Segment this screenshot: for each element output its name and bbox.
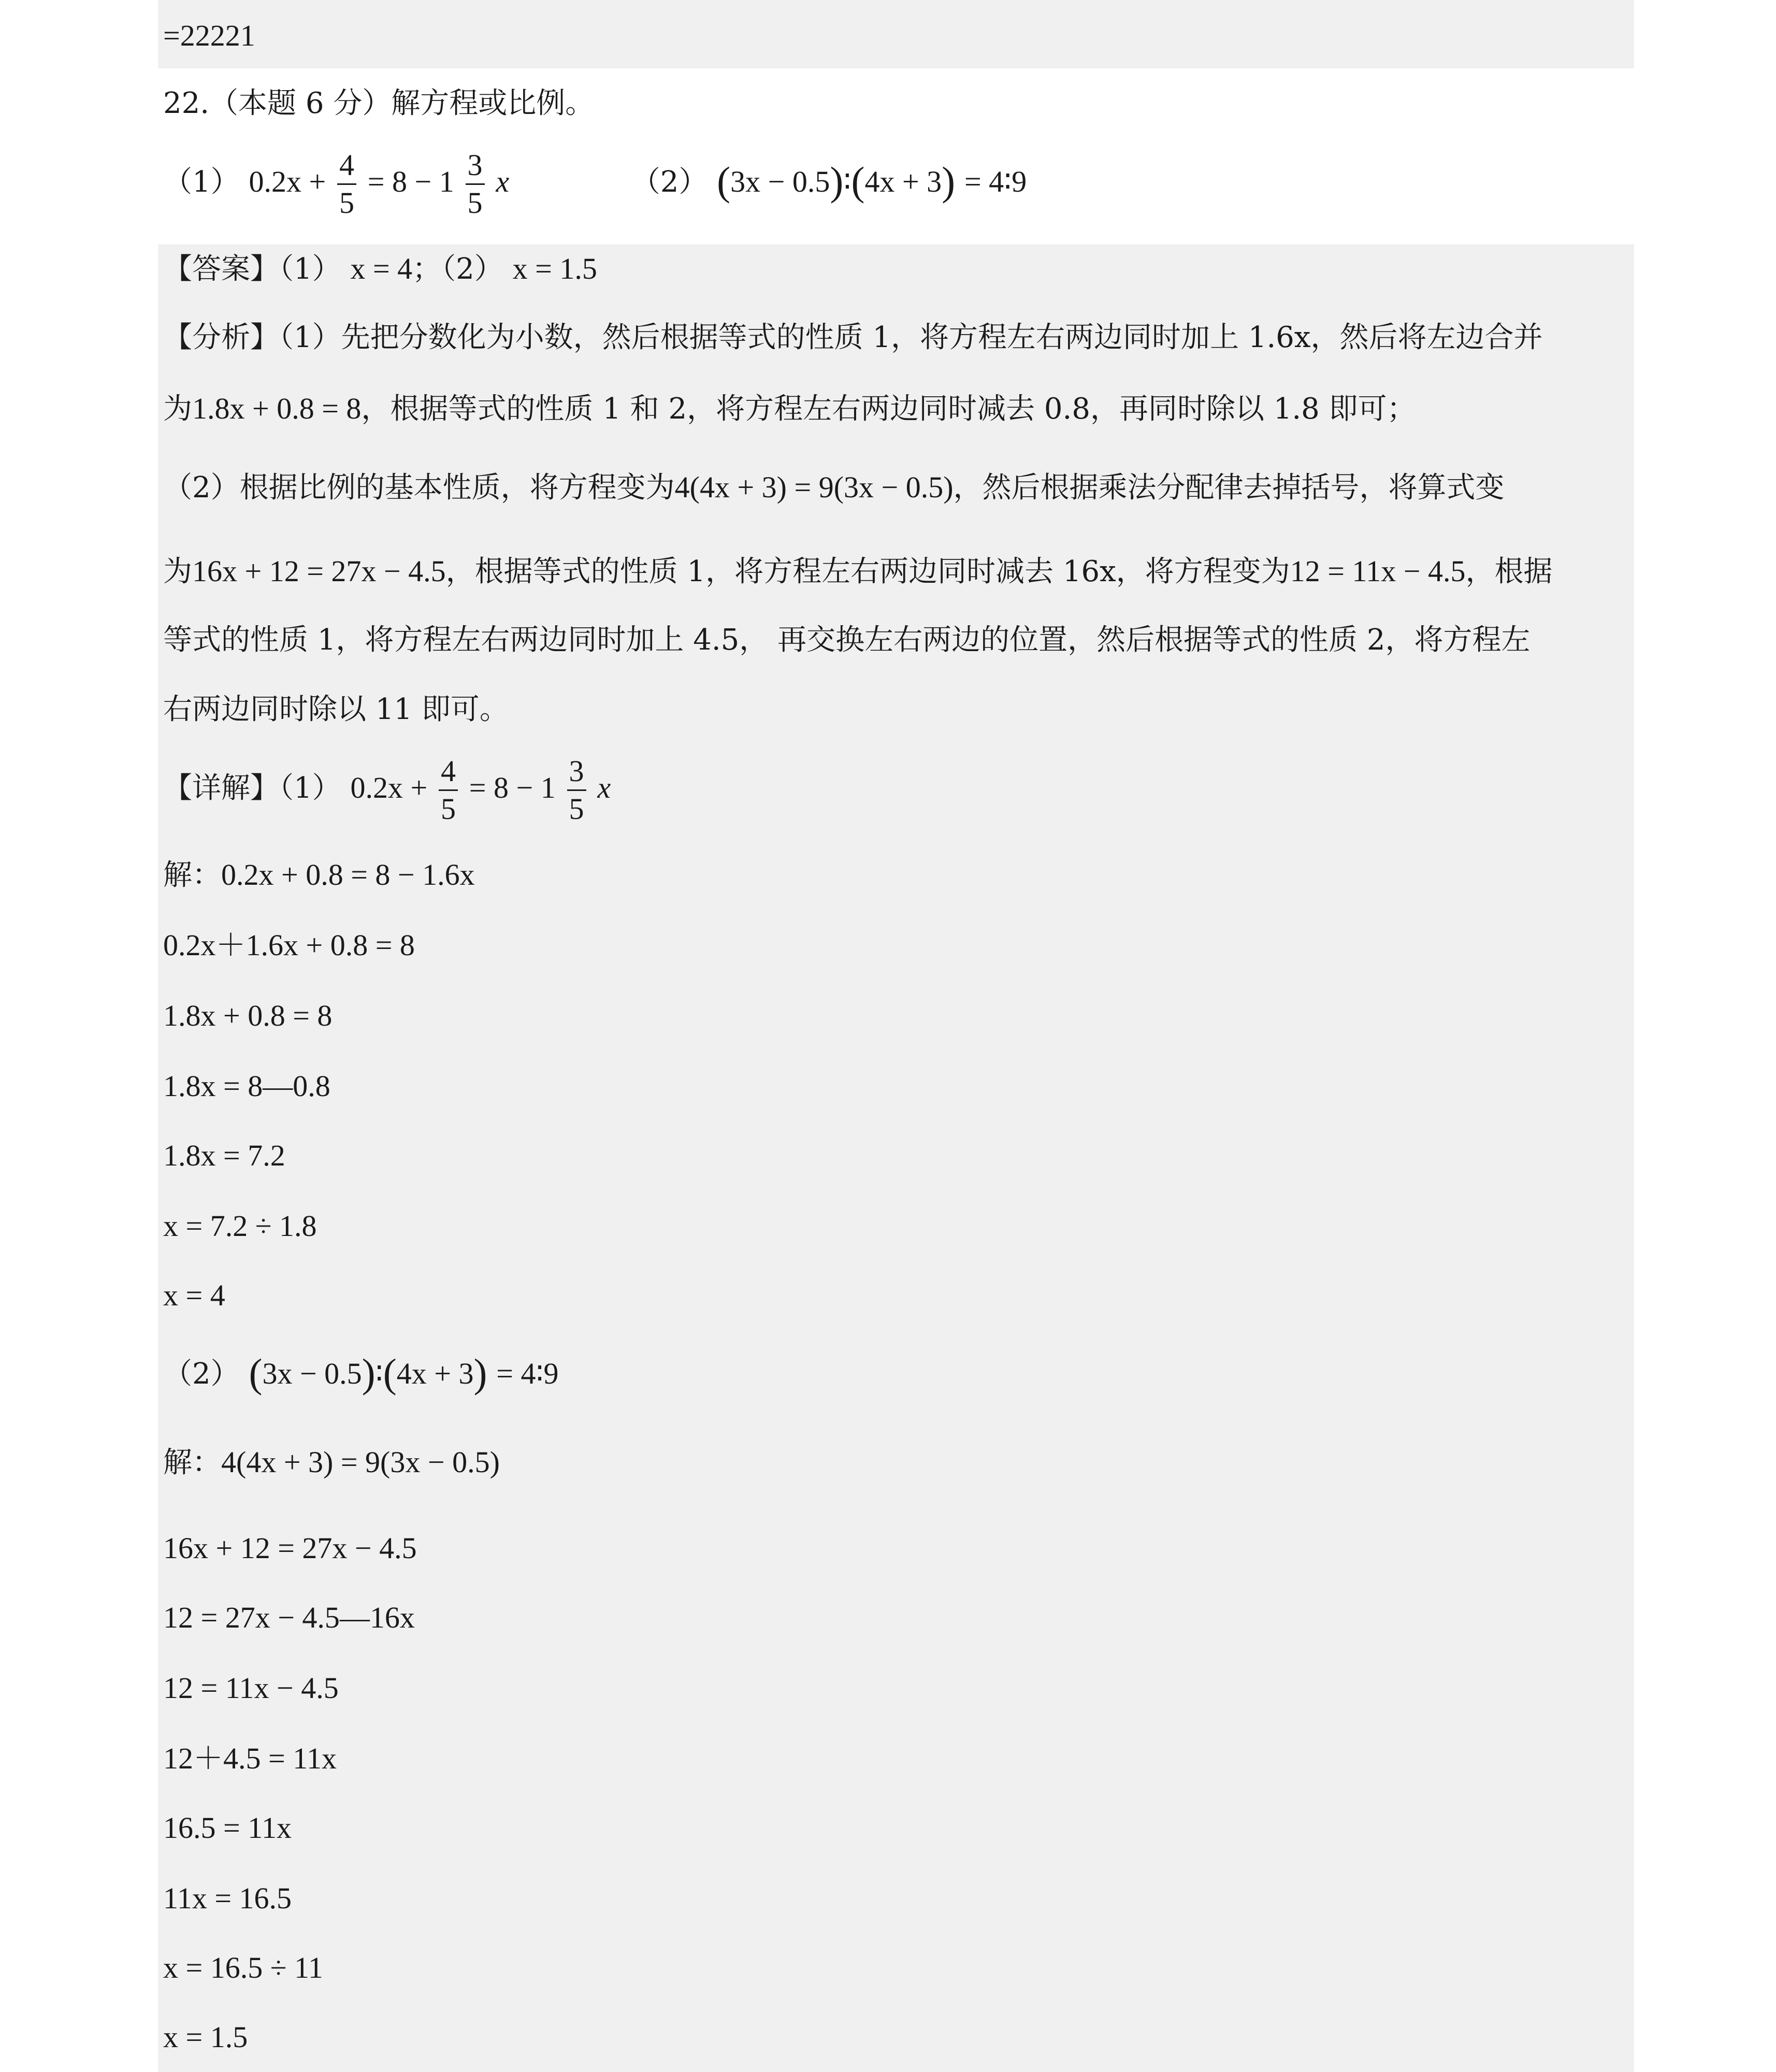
detail-part2-a: 3x − 0.5 [262,1357,362,1390]
solve-label: 解： [163,858,221,892]
question-part2-b: 4x + 3 [864,165,942,198]
analysis-text: 为 [163,392,192,426]
detail-part2-step-6: 16.5 = 11x [163,1811,292,1845]
question-part1-fraction [337,150,356,218]
solve-label: 解： [163,1446,221,1479]
analysis-tag: 【分析】 [163,321,279,354]
detail-step-4: 1.8x = 8—0.8 [163,1069,330,1103]
detail-part2-b: 4x + 3 [396,1357,474,1390]
detail-part2-step-8: x = 16.5 ÷ 11 [163,1951,323,1984]
answer-tag: 【答案】 [163,252,279,286]
detail-part2-step-3: 12 = 27x − 4.5—16x [163,1601,415,1634]
analysis-equation: 16x + 12 = 27x − 4.5 [192,554,446,588]
fraction-numerator: 3 [567,756,586,791]
question-part1-var: x [496,165,510,198]
detail-tag: 【详解】 [163,771,279,805]
detail-part2-step-9: x = 1.5 [163,2020,248,2054]
detail-part1-mixed-fraction [567,756,586,824]
analysis-text: ，根据 [1465,555,1553,588]
question-header: 22.（本题 6 分）解方程或比例。 [163,87,595,120]
paren-close: ) [362,1350,376,1395]
question-part1-mixed-fraction [466,150,485,218]
analysis-text: ，根据等式的性质 1 和 2，将方程左右两边同时减去 0.8，再同时除以 1.8 即可； [361,392,1416,426]
fraction-numerator: 4 [337,150,356,185]
question-part1-label: （1） [163,165,240,199]
step-equation: 4(4x + 3) = 9(3x − 0.5) [221,1445,500,1479]
detail-step-1 [163,860,475,890]
detail-part1-left: 0.2x + [350,771,428,804]
question-equations [163,150,1027,218]
question-part1-left: 0.2x + [249,165,326,198]
question-part2-end: = 4∶9 [964,165,1027,198]
analysis-line-1 [163,323,1624,352]
ratio-colon: ∶ [375,1357,383,1390]
analysis-line-2 [163,394,1624,424]
detail-part2-step-4: 12 = 11x − 4.5 [163,1671,339,1705]
question-part2-a: 3x − 0.5 [730,165,830,198]
answer-part1-value: x = 4 [350,252,413,285]
paren-close: ) [473,1350,487,1395]
solution-shaded-band [158,244,1634,2072]
analysis-line-3 [163,470,1624,505]
fraction-denominator: 5 [569,792,584,826]
paren-close: ) [830,159,844,204]
answer-separator: ；（2） [412,252,503,286]
detail-part1-label: （1） [279,771,341,805]
analysis-text: ，然后根据乘法分配律去掉括号，将算式变 [953,471,1505,505]
paren-open: ( [249,1350,263,1395]
answer-part2-value: x = 1.5 [512,252,597,285]
fraction-numerator: 4 [439,756,458,791]
detail-step-5: 1.8x = 7.2 [163,1139,285,1172]
detail-step-6: x = 7.2 ÷ 1.8 [163,1209,317,1243]
fraction-denominator: 5 [467,186,483,220]
detail-step-3: 1.8x + 0.8 = 8 [163,999,333,1032]
previous-result-line: =22221 [163,19,255,52]
analysis-equation: 4(4x + 3) = 9(3x − 0.5) [674,470,954,504]
detail-part2-step-1 [163,1447,500,1477]
analysis-line-5: 等式的性质 1，将方程左右两边同时加上 4.5， 再交换左右两边的位置，然后根据等式的性质 2，将方程左 [163,623,1530,657]
analysis-text: （2）根据比例的基本性质，将方程变为 [163,471,675,505]
analysis-line-4 [163,556,1624,586]
detail-part1-fraction [439,756,458,824]
detail-part2-header [163,1350,559,1395]
detail-part2-end: = 4∶9 [496,1357,559,1390]
analysis-text: ，根据等式的性质 1，将方程左右两边同时减去 16x，将方程变为 [445,555,1290,588]
question-part2-label: （2） [631,165,708,199]
detail-part2-step-2: 16x + 12 = 27x − 4.5 [163,1531,417,1565]
question-part1-mid: = 8 − 1 [367,165,454,198]
detail-part2-step-7: 11x = 16.5 [163,1881,292,1915]
analysis-line-6: 右两边同时除以 11 即可。 [163,693,509,726]
answer-line [163,254,597,284]
detail-part2-step-5: 12＋4.5 = 11x [163,1742,337,1775]
fraction-numerator: 3 [466,150,485,185]
analysis-equation: 12 = 11x − 4.5 [1290,554,1466,588]
analysis-text: 为 [163,555,192,588]
answer-part1-label: （1） [279,252,341,286]
top-shaded-band [158,0,1634,68]
ratio-colon: ∶ [843,165,851,198]
fraction-denominator: 5 [339,186,354,220]
detail-step-2: 0.2x＋1.6x + 0.8 = 8 [163,928,415,962]
detail-header [163,756,611,824]
paren-open: ( [717,159,731,204]
paren-close: ) [942,159,956,204]
fraction-denominator: 5 [440,792,456,826]
step-equation: 0.2x + 0.8 = 8 − 1.6x [221,858,475,891]
analysis-text: （1）先把分数化为小数，然后根据等式的性质 1，将方程左右两边同时加上 1.6x，然后将左边合并 [279,321,1543,354]
paren-open: ( [383,1350,397,1395]
analysis-equation: 1.8x + 0.8 = 8 [192,392,362,425]
detail-step-7: x = 4 [163,1278,225,1312]
detail-part1-mid: = 8 − 1 [469,771,556,804]
paren-open: ( [851,159,865,204]
detail-part1-var: x [597,771,611,804]
detail-part2-label: （2） [163,1357,240,1391]
